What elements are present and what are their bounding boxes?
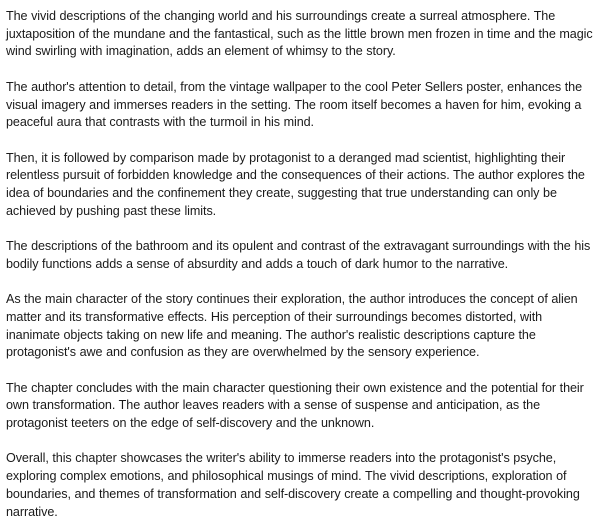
paragraph-alien-matter: As the main character of the story continues their exploration, the author introduces the concept of alien matter and its transformative effects. His perception of their surroundings becomes distorted, with inanimate objects taking on new life and meaning. The author's realistic descriptions capture the protagonist's awe and confusion as they are overwhelmed by the sensory experience.: [6, 292, 578, 360]
paragraph-overall: Overall, this chapter showcases the writer's ability to immerse readers into the protagonist's psyche, exploring complex emotions, and philosophical musings of mind. The vivid descriptions, exploration of boundaries, and themes of transformation and self-discovery create a compelling and thought-provoking narrative.: [6, 451, 580, 519]
paragraph-attention-to-detail: The author's attention to detail, from the vintage wallpaper to the cool Peter Sellers poster, enhances the visual imagery and immerses readers in the setting. The room itself becomes a haven for him, evoking a peaceful aura that contrasts with the turmoil in his mind.: [6, 79, 583, 130]
paragraph-bathroom: The descriptions of the bathroom and its opulent and contrast of the extravagant surroundings with the his bodily functions adds a sense of absurdity and adds a touch of dark humor to the narrative.: [6, 239, 591, 271]
paragraph-surreal-atmosphere: The vivid descriptions of the changing world and his surroundings create a surreal atmosphere. The juxtaposition of the mundane and the fantastical, such as the little brown men frozen in time and the magic wind swirling with imagination, adds an element of whimsy to the story.: [6, 9, 593, 59]
paragraph-mad-scientist: Then, it is followed by comparison made by protagonist to a deranged mad scientist, highlighting their relentless pursuit of forbidden knowledge and the consequences of their actions. The author explores the idea of boundaries and the confinement they create, suggesting that true understanding can only be achieved by pushing past these limits.: [6, 150, 585, 218]
paragraph-chapter-conclusion: The chapter concludes with the main character questioning their own existence and the potential for their own transformation. The author leaves readers with a sense of suspense and anticipation, as the protagonist teeters on the edge of self-discovery and the unknown.: [6, 380, 584, 431]
